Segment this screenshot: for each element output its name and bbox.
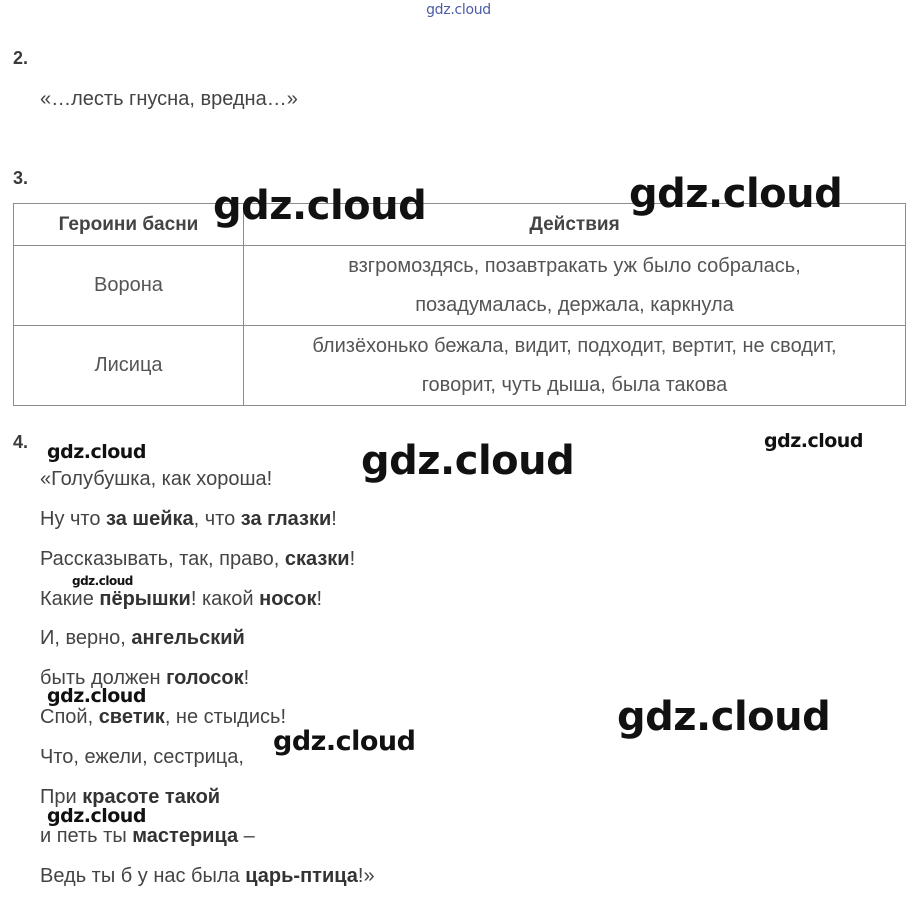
highlighted-word: мастерица: [132, 825, 239, 847]
poem-text: !: [331, 508, 337, 530]
poem-text: !: [316, 588, 323, 610]
poem-text: ! какой: [190, 588, 260, 610]
poem-text: Спой,: [40, 706, 99, 728]
poem-text: быть должен: [40, 667, 167, 689]
poem-text: –: [238, 825, 255, 847]
heroes-table: [13, 203, 906, 406]
table-row: [14, 326, 906, 406]
watermark: gdz.cloud: [764, 430, 863, 452]
highlighted-word: носок: [259, 588, 317, 610]
poem-line: [40, 746, 244, 769]
watermark: gdz.cloud: [273, 726, 416, 757]
hero-name: Лисица: [14, 326, 244, 406]
table-header-heroes: Героини басни: [14, 204, 244, 246]
task-2-quote: «…лесть гнусна, вредна…»: [40, 88, 298, 110]
hero-actions: [244, 246, 906, 326]
highlighted-word: царь-птица: [245, 865, 358, 887]
highlighted-word: за глазки: [240, 508, 332, 530]
hero-name: Ворона: [14, 246, 244, 326]
hero-actions-line: взгромоздясь, позавтракать уж было собралась,: [348, 254, 801, 277]
watermark: gdz.cloud: [361, 438, 575, 484]
hero-actions-line: позадумалась, держала, каркнула: [415, 293, 734, 316]
watermark: gdz.cloud: [47, 805, 146, 827]
poem-text: Ну что: [40, 508, 107, 530]
poem-text: Какие: [40, 588, 100, 610]
poem-text: Что, ежели, сестрица,: [40, 746, 244, 768]
poem-text: «Голубушка, как хороша!: [40, 468, 273, 490]
poem-line: [40, 588, 322, 611]
poem-line: [40, 865, 375, 888]
watermark: gdz.cloud: [47, 685, 146, 707]
poem-line: [40, 627, 245, 650]
poem-text: !»: [357, 865, 375, 887]
watermark: gdz.cloud: [617, 694, 831, 740]
watermark: gdz.cloud: [213, 183, 427, 229]
site-logo[interactable]: gdz.cloud: [426, 2, 491, 18]
hero-actions: [244, 326, 906, 406]
task-2-number: 2.: [13, 48, 29, 68]
poem-text: и петь ты: [40, 825, 133, 847]
poem-line: [40, 548, 355, 571]
highlighted-word: красоте такой: [82, 786, 221, 808]
highlighted-word: за шейка: [106, 508, 194, 530]
highlighted-word: светик: [98, 706, 165, 728]
highlighted-word: сказки: [284, 548, 350, 570]
poem-text: При: [40, 786, 83, 808]
watermark: gdz.cloud: [72, 574, 133, 588]
task-3-number: 3.: [13, 168, 29, 188]
poem-text: !: [243, 667, 250, 689]
poem-text: , не стыдись!: [164, 706, 287, 728]
poem-line: [40, 825, 255, 848]
poem-text: И, верно,: [40, 627, 132, 649]
hero-actions-line: близёхонько бежала, видит, подходит, вертит, не сводит,: [312, 334, 837, 357]
watermark: gdz.cloud: [629, 171, 843, 217]
table-header-actions: Действия: [244, 204, 906, 246]
poem-text: Ведь ты б у нас была: [40, 865, 246, 887]
poem-text: Рассказывать, так, право,: [40, 548, 285, 570]
highlighted-word: пёрышки: [99, 588, 191, 610]
highlighted-word: ангельский: [131, 627, 245, 649]
table-row: [14, 246, 906, 326]
task-4-number: 4.: [13, 432, 29, 452]
poem-line: [40, 706, 286, 729]
poem-text: !: [349, 548, 356, 570]
poem-line: [40, 468, 272, 491]
poem-line: [40, 508, 337, 531]
highlighted-word: голосок: [166, 667, 244, 689]
watermark: gdz.cloud: [47, 441, 146, 463]
hero-actions-line: говорит, чуть дыша, была такова: [421, 373, 728, 396]
poem-text: , что: [193, 508, 241, 530]
